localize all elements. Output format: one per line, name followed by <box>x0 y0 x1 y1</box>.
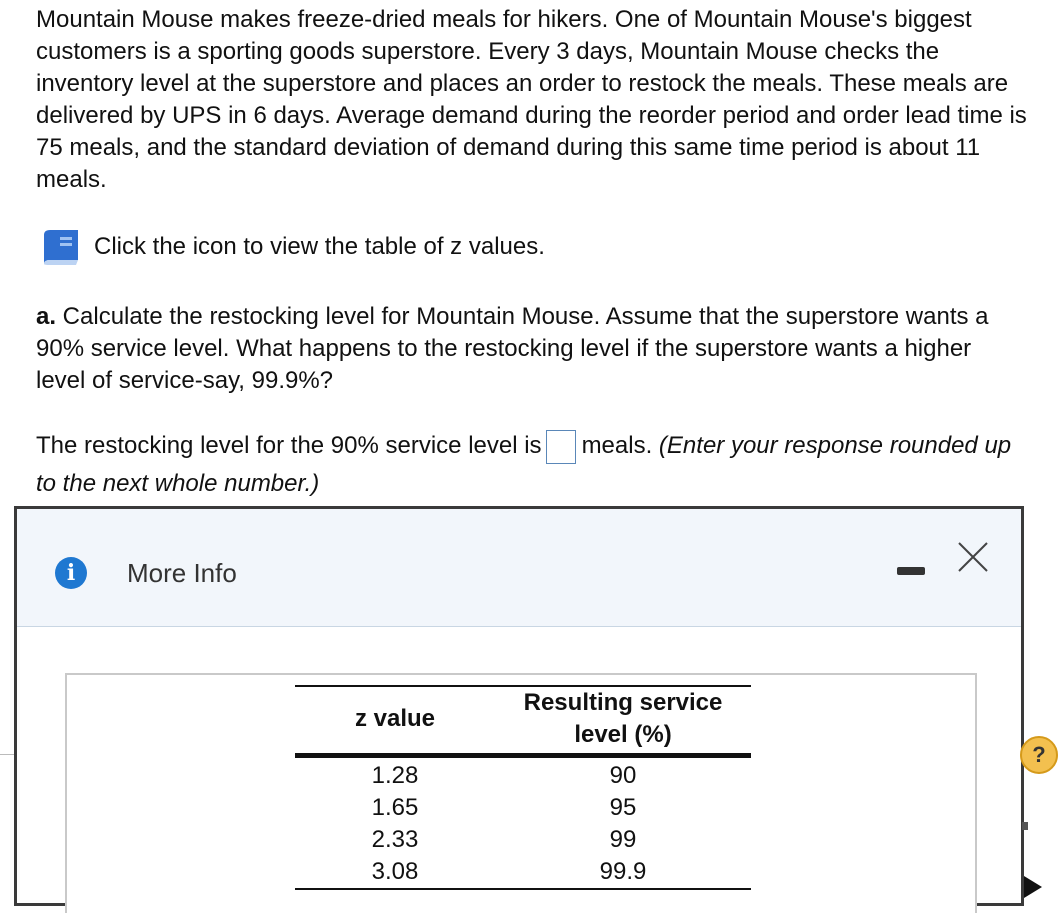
minimize-icon <box>897 567 925 575</box>
dialog-header <box>17 509 1021 627</box>
column-header-service-level: Resulting service level (%) <box>495 686 751 756</box>
help-button[interactable]: ? <box>1020 736 1058 774</box>
z-value-table <box>295 685 751 890</box>
question-prefix: a. <box>36 303 57 330</box>
answer-line <box>36 427 1026 503</box>
z-value-cell: 2.33 <box>371 826 419 853</box>
z-value-cell: 3.08 <box>295 856 495 889</box>
next-arrow-icon[interactable] <box>1024 876 1042 898</box>
column-header-z: z value <box>295 686 495 756</box>
service-level-cell: 90 <box>609 762 637 789</box>
z-table-panel <box>65 673 977 913</box>
table-row <box>295 856 751 889</box>
close-icon <box>955 539 991 575</box>
info-icon: i <box>55 557 87 589</box>
minimize-button[interactable] <box>895 559 929 583</box>
z-value-cell: 1.28 <box>371 762 419 789</box>
problem-statement: Mountain Mouse makes freeze-dried meals for hikers. One of Mountain Mouse's biggest customers is a sporting goods superstore. Every 3 days, Mountain Mouse checks the inventory level at the superstore and places an order to restock the meals. These meals are delivered by UPS in 6 days. Average demand during the reorder period and order lead time is 75 meals, and the standard deviation of demand during this same time period is about 11 meals. <box>36 6 1027 193</box>
answer-text-before: The restocking level for the 90% service level is <box>36 432 542 459</box>
restocking-level-input[interactable] <box>546 430 576 464</box>
service-level-cell: 99 <box>609 826 637 853</box>
z-table-link-label[interactable]: Click the icon to view the table of z values. <box>94 233 545 260</box>
close-button[interactable] <box>955 539 991 575</box>
question-a <box>36 301 1026 397</box>
table-header-row <box>295 686 751 756</box>
scroll-marker <box>1022 822 1028 830</box>
z-table-link[interactable] <box>40 227 545 267</box>
z-value-cell: 1.65 <box>371 794 419 821</box>
more-info-dialog <box>14 506 1024 906</box>
answer-text-after: meals. <box>581 432 653 459</box>
table-row <box>295 824 751 856</box>
table-row <box>295 792 751 824</box>
answer-instruction: (Enter your response rounded up to the next whole number.) <box>36 432 1012 497</box>
dialog-title: More Info <box>127 558 237 588</box>
service-level-cell: 99.9 <box>495 856 751 889</box>
book-icon[interactable] <box>40 227 82 267</box>
table-row <box>295 756 751 793</box>
question-text: Calculate the restocking level for Mountain Mouse. Assume that the superstore wants a 90% service level. What happens to the restocking level if the superstore wants a higher level of service-say, 99.9%? <box>36 303 989 394</box>
service-level-cell: 95 <box>609 794 637 821</box>
page-divider <box>0 754 14 755</box>
